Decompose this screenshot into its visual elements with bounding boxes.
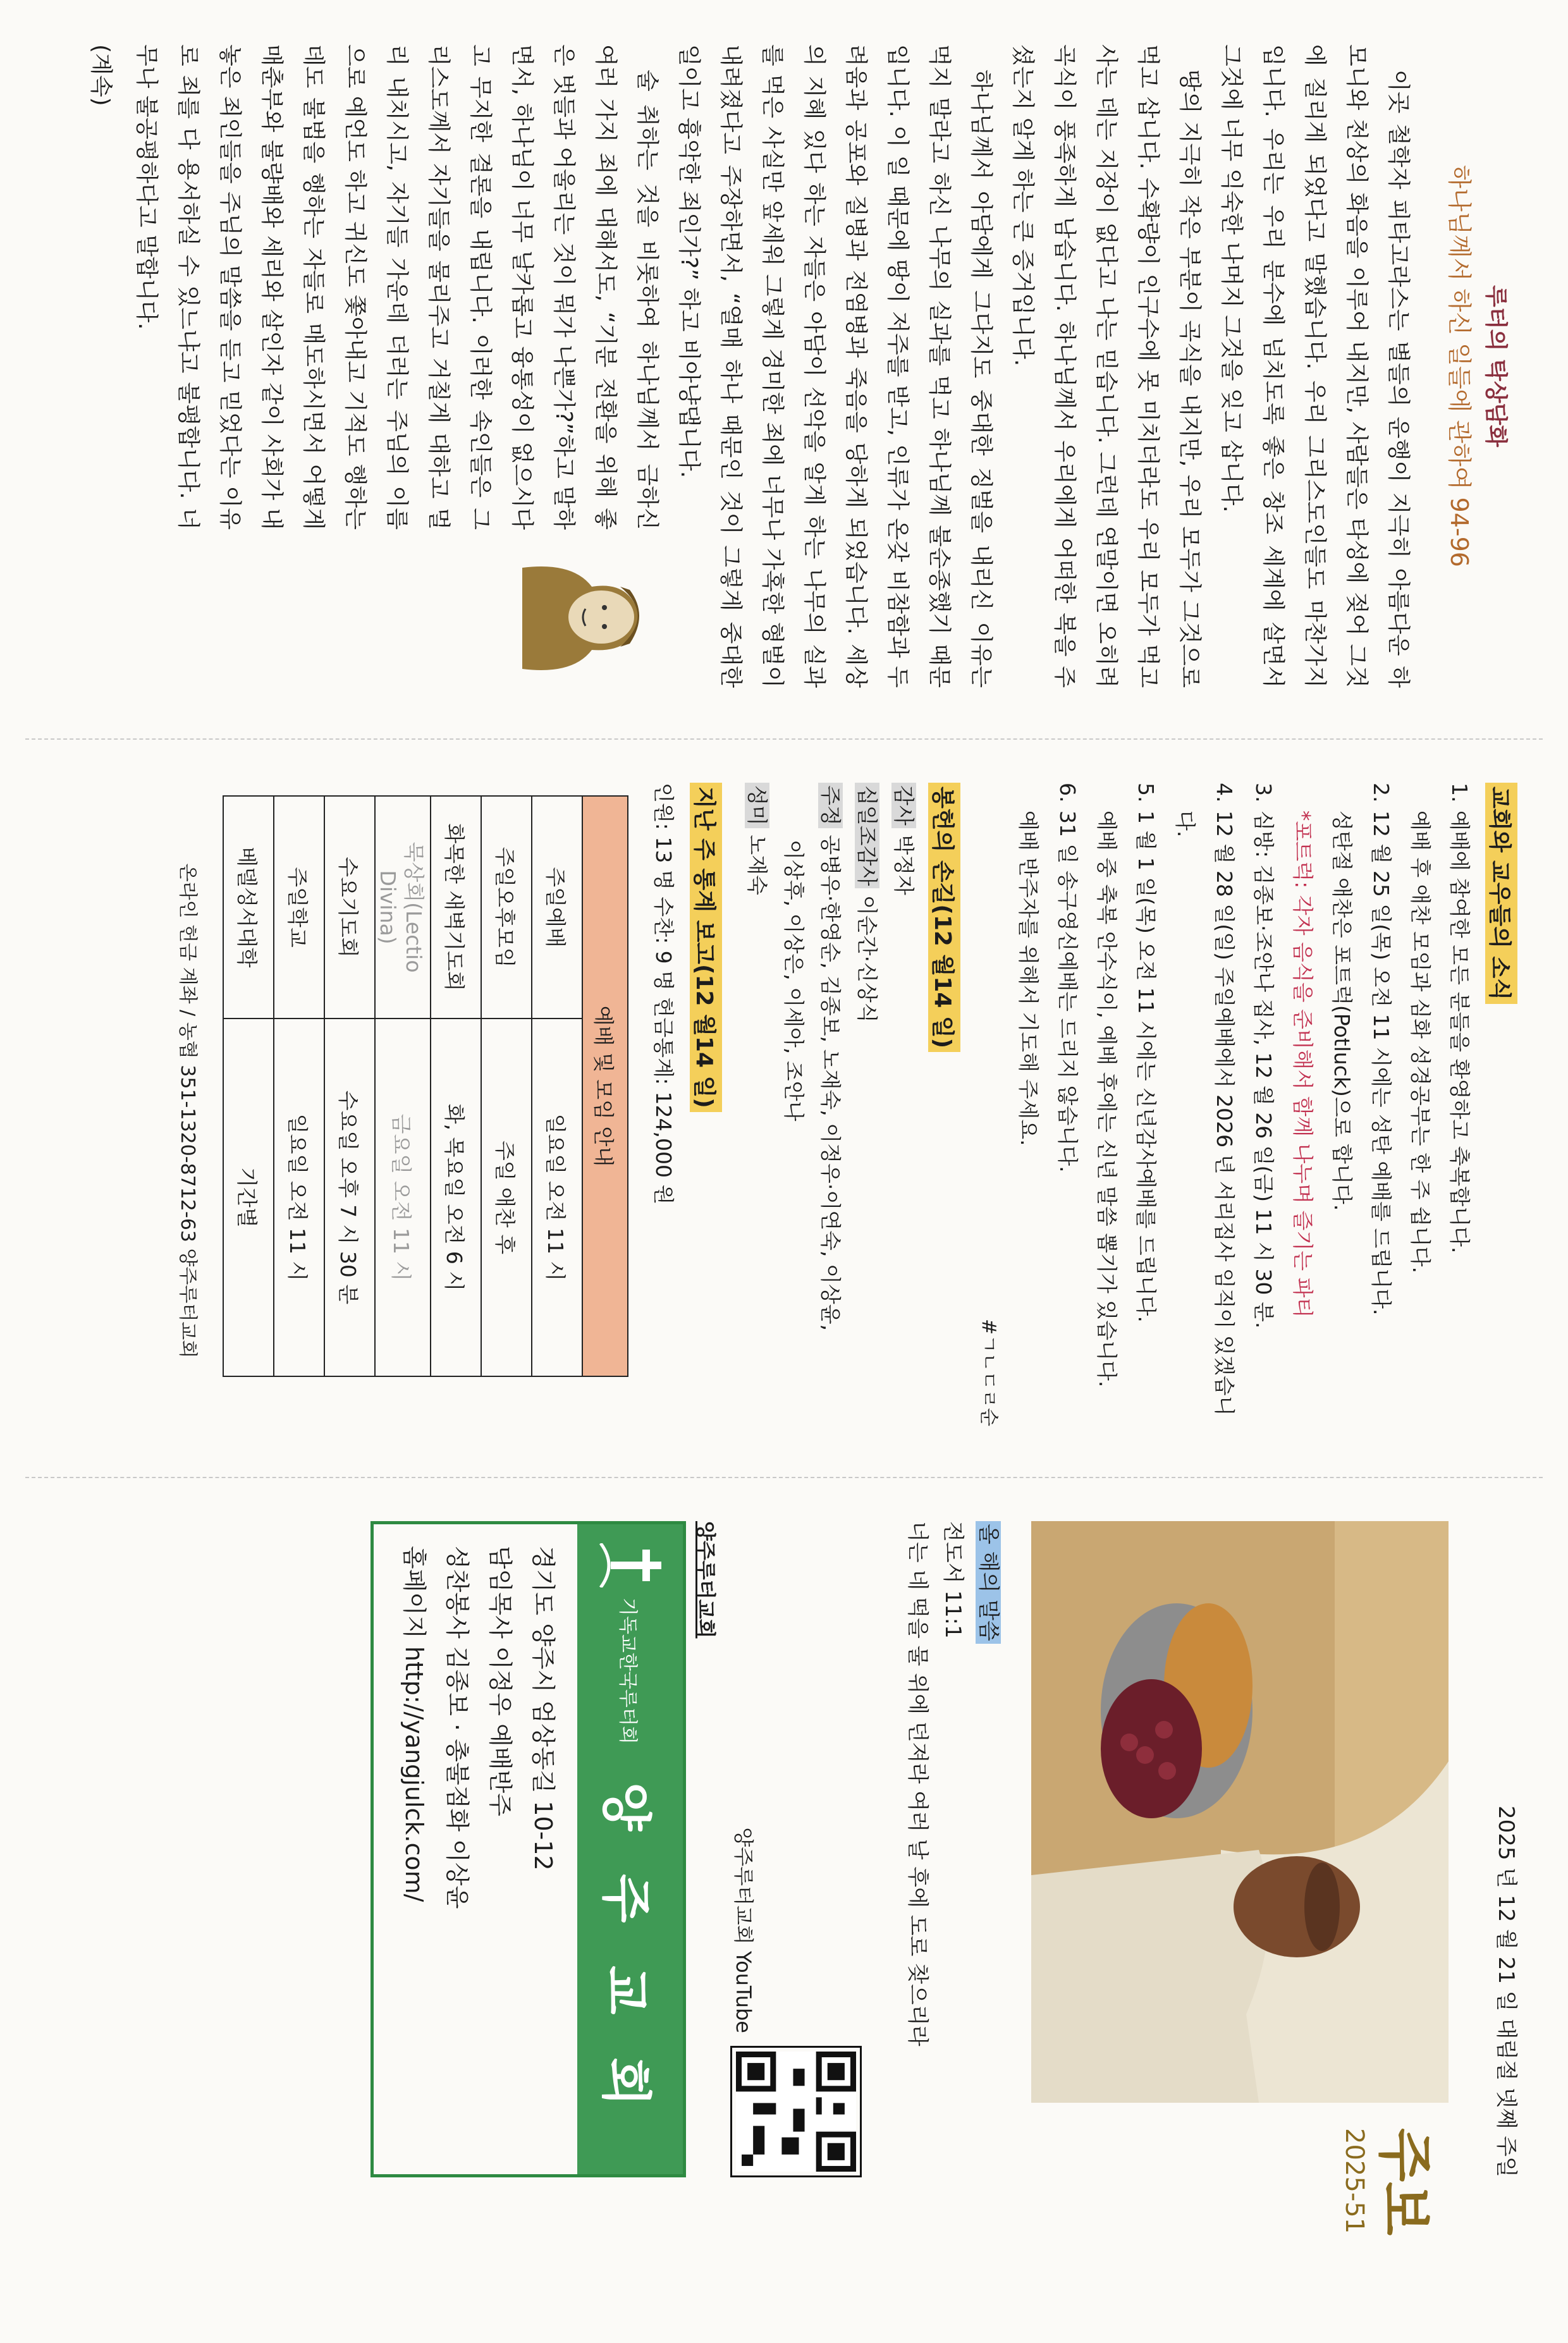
title-block [1340,2128,1449,2236]
address: 경기도 양주시 엄상동길 10-12 [529,1546,557,1871]
news-item: 2. 12 월 25 일(목) 오전 11 시에는 성탄 예배를 드립니다. 성탄절 애찬은 포트럭(Potluck)으로 합니다. *포트럭: 각자 음식을 준비해서 함께 나누며 즐기는 파티 [1290,783,1393,1318]
church-info-box [371,1521,686,2177]
news-item: 4. 12 월 28 일(일) 주일예배에서 2026 년 서리집사 임직이 있겠습니다. [1173,783,1237,1416]
verse-text: 너는 네 떡을 물 위에 던져라 여러 날 후에 도로 찾으리라 [905,1521,930,2046]
youtube-row [730,1521,862,2177]
table-talk-subtitle: 하나님께서 하신 일들에 관하여 94-96 [1445,165,1473,567]
issue-number: 2025-51 [1340,2128,1369,2234]
continued-label: (계속) [88,44,114,106]
luther-portrait-icon [516,542,668,688]
news-title: 교회와 교우들의 소식 [1485,783,1517,1004]
table-talk-title: 루터의 탁상담화 [1483,285,1509,447]
stats-title: 지난 주 통계 보고(12 월14 일) [690,783,722,1112]
verse-tag: 올 해의 말씀 [976,1521,1001,1644]
offering-list [738,783,922,1439]
paragraph: 하나님께서 아담에게 그다지도 중대한 징벌을 내리신 이유는 먹지 말라고 하신 나무의 실과를 먹고 하나님께 불순종했기 때문입니다. 이 일 때문에 땅이 저주를 받고, 인류가 온갖 비참함과 두려움과 공포와 질병과 전염병과 죽음을 당하게 되었습니다. 세상의 지혜 있다 하는 자들은 아담이 선악을 알게 하는 나무의 실과를 먹은 사실만 앞세워 그렇게 경미한 죄에 너무나 가혹한 형벌이 내려졌다고 주장하면서, “열매 하나 때문인 것이 그렇게 중대한 일이고 흉악한 죄인가?” 하고 비아냥댑니다. [676,44,994,688]
bread-and-cup-photo [1031,1521,1449,2103]
offering-row: 주정 공병우·한영순, 김종보, 노재숙, 이정우·이연숙, 이상윤, [812,783,848,1439]
table-row: 주일오후모임 주일 애찬 후 [481,796,532,1376]
schedule-table [223,795,628,1377]
church-name: 양 주 교 회 [596,1782,655,2119]
church-details [374,1524,577,2174]
paragraph: 이곳 철학자 피타고라스는 별들의 운행이 지극히 아름다운 하모니와 천상의 화음을 이루어 내지만, 사람들은 타성에 젖어 그것에 질리게 되었다고 말했습니다. 우리 그리스도인들도 마찬가지입니다. 우리는 우리 분수에 넘치도록 좋은 창조 세계에 살면서 그것에 너무 익숙한 나머지 그것을 잊고 삽니다. [1218,44,1411,688]
paragraph: 술 취하는 것을 비롯하여 하나님께서 금하신 여러 가지 죄에 대해서도, “기분 전환을 위해 좋은 벗들과 어울리는 것이 뭐가 나쁜가?”하고 말하면서, 하나님이 너무 날카롭고 융통성이 없으시다고 무지한 결론을 내립니다. 이러한 속인들은 그리스도께서 자기들을 물리주고 거칠게 대하고 멀리 내치시고, 자기들 가운데 더러는 주님의 이름으로 예언도 하고 귀신도 쫓아내고 기적도 행하는데도 불법을 행하는 자들로 매도하시면서 어떻게 매춘부와 불량배와 세리와 살인자 같이 사회가 내 놓은 죄인들을 주님의 말씀을 듣고 믿었다는 이유로 죄를 다 용서하실 수 있느냐고 불평합니다. 너무나 불공평하다고 말합니다. [133,44,660,530]
news-item: 5. 1 월 1 일(목) 오전 11 시에는 신년감사예배를 드립니다. 예배 중 축복 안수식이, 예배 후에는 신년 말씀 뽑기가 있습니다. [1094,783,1158,1388]
stats-line: 인원: 13 명 수찬: 9 명 헌금통계: 124,000 원 [651,783,676,1205]
cross-icon [599,1543,662,1587]
verse-reference: 전도서 11:1 [940,1521,965,1639]
church-underline-label: 양주루터교회 [694,1521,718,1639]
cover-block [1019,1521,1474,2343]
offering-row: 성미 노재숙 [738,783,775,1439]
order-note: #ㄱㄴㄷㄹ순 [977,1318,1000,1426]
table-row: 묵상회(Lectio Divina) 금요일 오전 11 시 [375,796,431,1376]
luther-portrait-block [125,44,668,688]
news-item: 6. 31 일 송구영신예배는 드리지 않습니다. 예배 반주자를 위해서 기도해 주세요. [1016,783,1080,1173]
bulletin-title: 주보 [1372,2128,1438,2236]
table-row: 주일예배 일요일 오전 11 시 [532,796,582,1376]
qr-code-icon[interactable] [730,2046,862,2177]
youtube-label: 양주루터교회 YouTube [732,1827,756,2033]
offering-row: 감사 박정자 [885,783,922,1439]
denomination: 기독교한국루터회 [616,1598,639,1744]
news-item: 1. 예배에 참여한 모든 분들을 환영하고 축복합니다. 예배 후 애찬 모임과 심화 성경공부는 한 주 쉽니다. [1408,783,1472,1273]
paragraph: 땅의 지극히 작은 부분이 곡식을 내지만, 우리 모두가 그것으로 먹고 삽니다. 수확량이 인구수에 못 미치더라도 우리 모두가 먹고 사는 데는 지장이 없다고 나는 믿습니다. 그런데 연말이면 오히려 곡식이 풍족하게 남습니다. 하나님께서 우리에게 어떠한 복을 주셨는지 알게 하는 큰 증거입니다. [1010,44,1203,688]
homepage-link[interactable]: 홈페이지 http://yangjulck.com/ [400,1546,428,1902]
offering-row: 이상후, 이상은, 이세아, 조안나 [781,840,806,1122]
service-date: 2025 년 12 월 21 일 대림절 넷째 주일 [1493,1806,1519,2177]
bank-account: 온라인 헌금 계좌 / 농협 351-1320-8712-63 양주루터교회 [176,863,199,1359]
offering-title: 봉헌의 손길(12 월14 일) [928,783,960,1052]
panel-table-talk [0,0,1568,738]
panel-cover [0,1477,1568,2236]
church-header [577,1524,683,2174]
news-list [1008,783,1479,1439]
news-item: 3. 심방: 김종보·조안나 집사, 12 월 26 일(금) 11 시 30 분. [1251,783,1276,1329]
schedule-header: 예배 및 모임 안내 [582,796,628,1376]
table-row: 주일학교 일요일 오전 11 시 [274,796,324,1376]
year-verse [900,1521,1006,2177]
offering-row: 십일조감사 이순간·신상식 [848,783,885,1439]
table-row: 수요기도회 수요일 오후 7 시 30 분 [324,796,375,1376]
table-row: 베델성서대학 기간별 [223,796,274,1376]
pastor: 담임목사 이정우 예배반주 [486,1546,514,1816]
service-assist: 성찬봉사 김종보 · 총불점화 이상윤 [443,1546,471,1909]
table-row: 화목한 새벽기도회 화, 목요일 오전 6 시 [431,796,481,1376]
panel-news [0,738,1568,1477]
